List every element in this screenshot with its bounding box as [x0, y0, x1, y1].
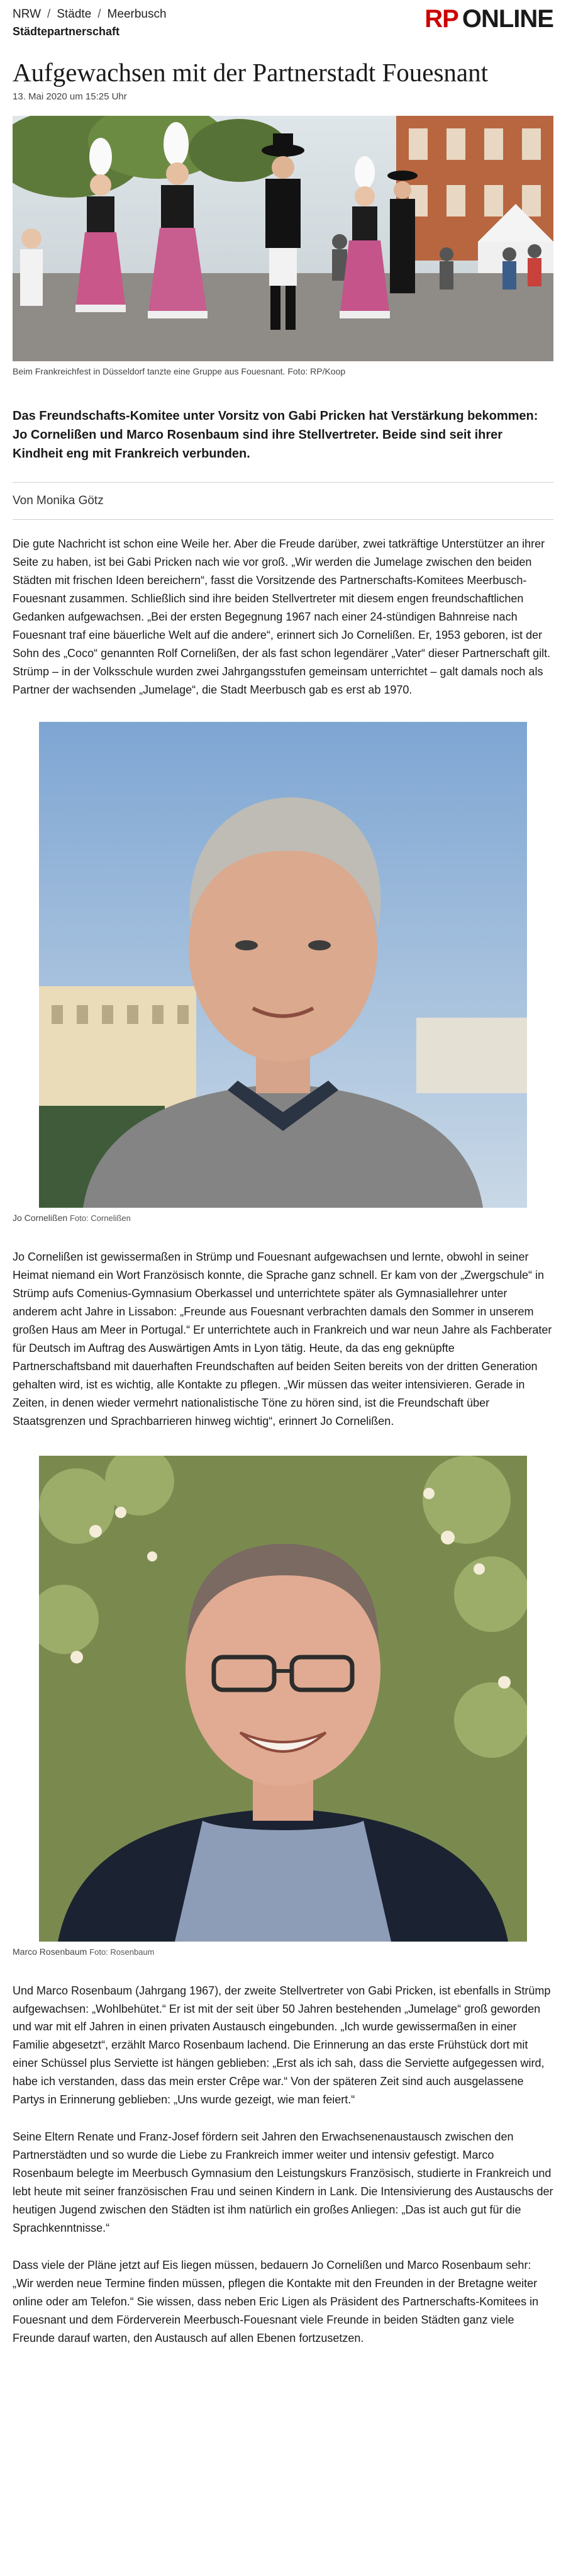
- photo-1-caption: Jo Cornelißen Foto: Cornelißen: [13, 1212, 131, 1223]
- photo-marco-rosenbaum[interactable]: [39, 1456, 527, 1942]
- photo-jo-cornelissen[interactable]: [39, 722, 527, 1208]
- hero-image[interactable]: [13, 116, 553, 361]
- header: [13, 0, 553, 58]
- article-kicker: Städtepartnerschaft: [13, 25, 120, 38]
- paragraph-2: Jo Cornelißen ist gewissermaßen in Strümp und Fouesnant aufgewachsen und lernte, obwohl in seiner Heimat niemand ein Wort Französisch konnte, die Sprache ganz schnell. Er kam von der „Zwergschule“ in Strümp aufs Comenius-Gymnasium Oberkassel und unterrichtete später als Gymnasiallehrer unter anderem acht Jahre in Lissabon: „Freunde aus Fouesnant verbrachten damals den Sommer in unserem großen Haus am Meer in Portugal.“ Er unterrichtete auch in Frankreich und war neun Jahre als Fachberater für Deutsch im Auftrag des Auswärtigen Amts in Lyon tätig. Heute, da das eng geknüpfte Partnerschaftsband mit dauerhaften Freundschaften auf beiden Seiten bereits von der dritten Generation gehalten wird, ist es wichtig, alle Kontakte zu pflegen. „Wir müssen das weiter intensivieren. Gerade in Zeiten, in denen wieder vermehrt nationalistische Töne zu hören sind, ist die Freundschaft über Staatsgrenzen und Sprachbarrieren hinweg wichtig“, erinnert Jo Cornelißen.: [13, 1250, 552, 1427]
- article-title: Aufgewachsen mit der Partnerstadt Fouesnant: [13, 58, 489, 87]
- paragraph-3: Und Marco Rosenbaum (Jahrgang 1967), der zweite Stellvertreter von Gabi Pricken, ist ebenfalls in Strümp aufgewachsen: „Wohlbehütet.“ Er ist mit der seit über 50 Jahren bestehenden „Jumelage“ groß geworden und war mit elf Jahren in einen privaten Austausch eingebunden. „Ich wurde gewissermaßen in einer Familie abgesetzt“, erzählt Marco Rosenbaum lachend. Die Erinnerung an das erste Frühstück dort mit einer Schüssel plus Serviette ist hängen geblieben: „Erst als ich sah, dass die Serviette aufgegessen wird, habe ich verstanden, dass das mein erster Crêpe war.“ Von der späteren Zeit sind auch ausgelassene Partys in Erinnerung geblieben: „Uns wurde gezeigt, wie man feiert.“: [13, 1984, 551, 2106]
- breadcrumb-staedte[interactable]: Städte: [57, 8, 92, 21]
- publish-date: 13. Mai 2020 um 15:25 Uhr: [13, 91, 127, 103]
- breadcrumb-meerbusch[interactable]: Meerbusch: [107, 8, 167, 21]
- dancers-photo: [13, 116, 553, 361]
- rp-online-logo[interactable]: RP ONLINE: [425, 5, 553, 33]
- hero-caption: Beim Frankreichfest in Düsseldorf tanzte eine Gruppe aus Fouesnant. Foto: RP/Koop: [13, 366, 346, 377]
- paragraph-5: Dass viele der Pläne jetzt auf Eis liegen müssen, bedauern Jo Cornelißen und Marco Rosenbaum sehr: „Wir werden neue Termine finden müssen, pflegen die Kontakte mit den Freunden in der Bretagne weiter online oder am Telefon.“ Sie wissen, dass neben Eric Ligen als Präsident des Partnerschafts-Komitees in Fouesnant und dem Förderverein Meerbusch-Fouesnant viele Freunde in beiden Städten ganz viele Freunde darauf warten, den Austausch auf allen Ebenen fortzusetzen.: [13, 2259, 539, 2345]
- paragraph-1: Die gute Nachricht ist schon eine Weile her. Aber die Freude darüber, zwei tatkräftige Unterstützer an ihrer Seite zu haben, ist bei Gabi Pricken nach wie vor groß. „Wir werden die Jumelage zwischen den beiden Städten mit frischen Ideen bereichern“, fasst die Vorsitzende des Partnerschafts-Komitees Meerbusch-Fouesnant zusammen. Schließlich sind ihre beiden Stellvertreter mit diesem engen freundschaftlichen Gedanken aufgewachsen. „Bei der ersten Begegnung 1967 nach einer 24-stündigen Bahnreise nach Fouesnant traf eine bäuerliche Welt auf die andere“, erinnert sich Jo Cornelißen. Er, 1953 geboren, ist der Sohn des „Coco“ genannten Rolf Cornelißen, der als fast schon legendärer „Vater“ dieser Partnerschaft gilt. Strümp – in der Volksschule wurden zwei Jahrgangsstufen gemeinsam unterrichtet – galt damals noch als Partner der wachsenden „Jumelage“, die Stadt Meerbusch gab es erst ab 1970.: [13, 537, 551, 696]
- breadcrumb: NRW / Städte / Meerbusch: [13, 8, 167, 21]
- portrait-photo-2: [39, 1456, 527, 1942]
- breadcrumb-nrw[interactable]: NRW: [13, 8, 42, 21]
- paragraph-4: Seine Eltern Renate und Franz-Josef fördern seit Jahren den Erwachsenenaustausch zwischen den Partnerstädten und so wurde die Liebe zu Frankreich immer weiter und intensiv gefestigt. Marco Rosenbaum belegte im Meerbusch Gymnasium den Leistungskurs Französisch, studierte in Frankreich und lebt heute mit seiner französischen Frau und seinen Kindern in Lank. Die Intensivierung des Austauschs der heutigen Jugend zwischen den Städten ist ihm natürlich ein großes Anliegen: „Das ist auch gut für die Sprachkenntnisse.“: [13, 2130, 553, 2235]
- article-lead: Das Freundschafts-Komitee unter Vorsitz von Gabi Pricken hat Verstärkung bekommen: Jo Cornelißen und Marco Rosenbaum sind ihre Stellvertreter. Beide sind seit ihrer Kindheit eng mit Frankreich verbunden.: [13, 409, 538, 461]
- photo-2-caption: Marco Rosenbaum Foto: Rosenbaum: [13, 1946, 155, 1957]
- author-byline: Von Monika Götz: [13, 482, 553, 520]
- portrait-photo-1: [39, 722, 527, 1208]
